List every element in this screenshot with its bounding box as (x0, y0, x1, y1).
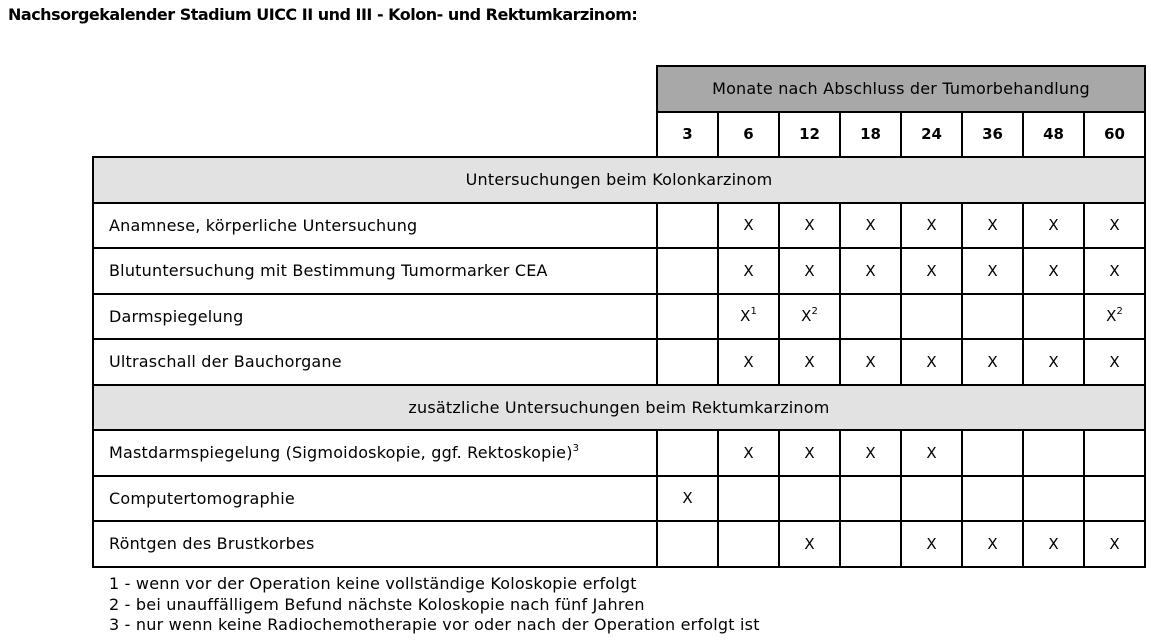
schedule-cell (1023, 521, 1084, 567)
exam-label: Ultraschall der Bauchorgane (109, 352, 342, 372)
schedule-mark: X (804, 352, 815, 371)
schedule-mark: X (804, 261, 815, 280)
schedule-cell (901, 248, 962, 294)
table-row (93, 339, 1145, 385)
footnote-reference: 2 (1116, 306, 1123, 318)
footnotes (109, 574, 760, 636)
table-row (93, 476, 1145, 522)
footnote: 3 - nur wenn keine Radiochemotherapie vor oder nach der Operation erfolgt ist (109, 615, 760, 634)
exam-label-cell (93, 476, 657, 522)
schedule-cell (901, 521, 962, 567)
month-header-cell: 6 (718, 112, 779, 158)
schedule-mark: X (804, 216, 815, 235)
section-header: Untersuchungen beim Kolonkarzinom (93, 157, 1145, 203)
footnote: 2 - bei unauffälligem Befund nächste Koloskopie nach fünf Jahren (109, 594, 645, 614)
schedule-cell (1084, 476, 1145, 522)
schedule-cell (1084, 203, 1145, 249)
schedule-cell (779, 203, 840, 249)
schedule-mark: X (743, 443, 754, 462)
month-header-cell: 12 (779, 112, 840, 158)
table-row (93, 203, 1145, 249)
table-row (93, 248, 1145, 294)
schedule-cell (718, 430, 779, 476)
follow-up-schedule-table (92, 65, 1146, 568)
schedule-mark: X (1109, 534, 1120, 553)
schedule-mark: X (865, 216, 876, 235)
schedule-cell (840, 430, 901, 476)
table-row (93, 430, 1145, 476)
month-header-cell: 60 (1084, 112, 1145, 158)
schedule-mark: X (1048, 216, 1059, 235)
schedule-cell (779, 476, 840, 522)
schedule-mark: X (1048, 534, 1059, 553)
schedule-cell (962, 476, 1023, 522)
schedule-cell (1023, 294, 1084, 340)
schedule-cell (962, 203, 1023, 249)
schedule-cell (962, 521, 1023, 567)
schedule-mark: X (801, 307, 812, 326)
schedule-mark: X (1106, 307, 1117, 326)
schedule-cell (779, 339, 840, 385)
schedule-mark: X (1109, 352, 1120, 371)
schedule-mark: X (926, 216, 937, 235)
schedule-cell (840, 203, 901, 249)
schedule-mark: X (926, 261, 937, 280)
schedule-mark: X (804, 534, 815, 553)
schedule-cell (779, 430, 840, 476)
month-header-cell: 24 (901, 112, 962, 158)
schedule-cell (718, 521, 779, 567)
schedule-mark: X (743, 352, 754, 371)
table-row (93, 521, 1145, 567)
exam-label: Blutuntersuchung mit Bestimmung Tumormarker CEA (109, 261, 548, 281)
schedule-cell (718, 339, 779, 385)
month-header-cell: 3 (657, 112, 718, 158)
exam-label: Darmspiegelung (109, 306, 244, 326)
schedule-mark: X (804, 443, 815, 462)
exam-label-cell (93, 248, 657, 294)
schedule-mark: X (1109, 261, 1120, 280)
schedule-cell (962, 294, 1023, 340)
exam-label: Mastdarmspiegelung (Sigmoidoskopie, ggf. Rektoskopie) (109, 443, 573, 463)
month-header-cell: 36 (962, 112, 1023, 158)
schedule-mark: X (1048, 261, 1059, 280)
schedule-mark: X (926, 443, 937, 462)
schedule-mark: X (865, 443, 876, 462)
table-corner-empty (93, 66, 657, 112)
table-corner-empty (93, 112, 657, 158)
page-title: Nachsorgekalender Stadium UICC II und III - Kolon- und Rektumkarzinom: (8, 5, 638, 24)
exam-label-cell (93, 339, 657, 385)
schedule-cell (840, 339, 901, 385)
schedule-cell (1084, 294, 1145, 340)
schedule-mark: X (987, 534, 998, 553)
schedule-mark: X (987, 352, 998, 371)
schedule-mark: X (987, 261, 998, 280)
schedule-cell (779, 294, 840, 340)
section-header: zusätzliche Untersuchungen beim Rektumkarzinom (93, 385, 1145, 431)
schedule-cell (718, 476, 779, 522)
schedule-mark: X (926, 534, 937, 553)
exam-label-cell (93, 294, 657, 340)
footnote-reference: 2 (811, 306, 818, 318)
exam-label-cell (93, 521, 657, 567)
exam-label: Röntgen des Brustkorbes (109, 534, 315, 554)
schedule-mark: X (740, 307, 751, 326)
schedule-cell (1023, 476, 1084, 522)
schedule-mark: X (1109, 216, 1120, 235)
schedule-cell (901, 339, 962, 385)
schedule-mark: X (743, 261, 754, 280)
schedule-mark: X (865, 261, 876, 280)
schedule-cell (657, 294, 718, 340)
schedule-cell (779, 521, 840, 567)
schedule-cell (901, 203, 962, 249)
months-header: Monate nach Abschluss der Tumorbehandlung (657, 66, 1145, 112)
footnote-reference: 1 (750, 306, 757, 318)
schedule-mark: X (865, 352, 876, 371)
schedule-cell (718, 203, 779, 249)
table-row (93, 294, 1145, 340)
schedule-cell (840, 521, 901, 567)
schedule-cell (901, 294, 962, 340)
schedule-cell (1023, 203, 1084, 249)
schedule-mark: X (987, 216, 998, 235)
schedule-cell (901, 430, 962, 476)
schedule-cell (657, 521, 718, 567)
schedule-cell (1023, 248, 1084, 294)
schedule-mark: X (1048, 352, 1059, 371)
exam-label-cell (93, 203, 657, 249)
schedule-cell (840, 476, 901, 522)
schedule-cell (1084, 339, 1145, 385)
schedule-cell (779, 248, 840, 294)
schedule-cell (1084, 248, 1145, 294)
footnote: 1 - wenn vor der Operation keine vollständige Koloskopie erfolgt (109, 574, 637, 593)
schedule-mark: X (682, 489, 693, 508)
schedule-cell (1084, 521, 1145, 567)
exam-label: Computertomographie (109, 488, 295, 508)
schedule-cell (1023, 430, 1084, 476)
exam-label-cell (93, 430, 657, 476)
schedule-cell (1084, 430, 1145, 476)
month-header-cell: 48 (1023, 112, 1084, 158)
schedule-cell (901, 476, 962, 522)
schedule-cell (657, 476, 718, 522)
schedule-cell (718, 294, 779, 340)
schedule-cell (1023, 339, 1084, 385)
schedule-mark: X (743, 216, 754, 235)
schedule-cell (657, 339, 718, 385)
month-header-cell: 18 (840, 112, 901, 158)
schedule-cell (657, 203, 718, 249)
schedule-mark: X (926, 352, 937, 371)
exam-label: Anamnese, körperliche Untersuchung (109, 215, 418, 235)
schedule-cell (962, 430, 1023, 476)
schedule-cell (657, 430, 718, 476)
schedule-cell (962, 339, 1023, 385)
schedule-cell (962, 248, 1023, 294)
footnote-reference: 3 (572, 442, 580, 454)
schedule-cell (840, 294, 901, 340)
schedule-cell (657, 248, 718, 294)
schedule-cell (840, 248, 901, 294)
schedule-cell (718, 248, 779, 294)
